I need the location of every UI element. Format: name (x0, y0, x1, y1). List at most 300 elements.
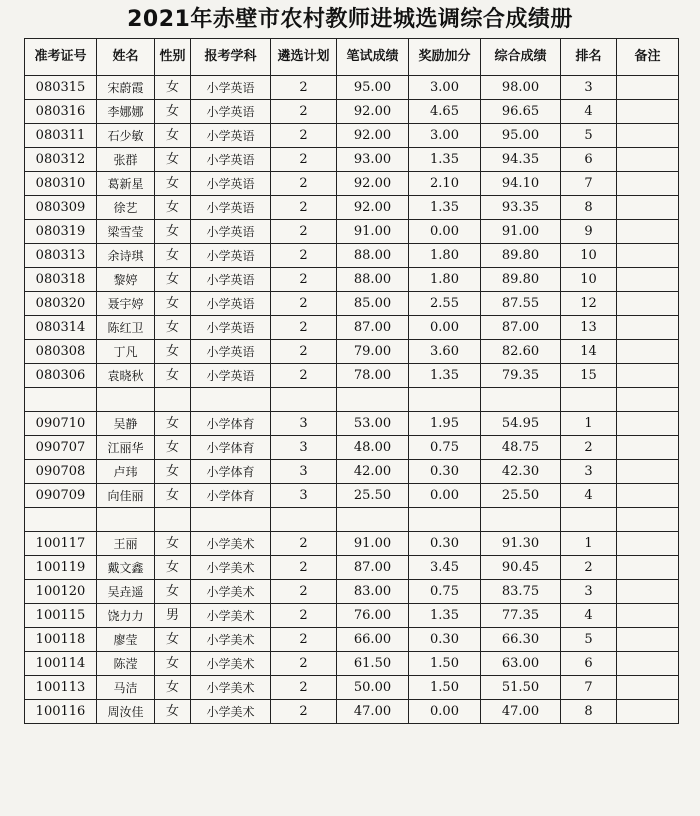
plan-cell: 2 (271, 316, 337, 340)
name-cell: 石少敏 (97, 124, 155, 148)
written-score-cell: 92.00 (337, 196, 409, 220)
bonus-cell: 1.50 (409, 652, 481, 676)
plan-cell: 2 (271, 268, 337, 292)
rank-cell: 5 (561, 124, 617, 148)
sex-cell: 女 (155, 268, 191, 292)
written-score-cell: 66.00 (337, 628, 409, 652)
table-row (25, 340, 679, 364)
table-row (25, 652, 679, 676)
table-row (25, 196, 679, 220)
rank-cell: 3 (561, 460, 617, 484)
plan-cell: 2 (271, 340, 337, 364)
exam-id-cell: 080312 (25, 148, 97, 172)
name-cell: 梁雪莹 (97, 220, 155, 244)
name-cell: 陈滢 (97, 652, 155, 676)
table-row (25, 412, 679, 436)
plan-cell: 2 (271, 604, 337, 628)
bonus-cell: 3.60 (409, 340, 481, 364)
name-cell: 江丽华 (97, 436, 155, 460)
sex-cell: 女 (155, 76, 191, 100)
rank-cell: 1 (561, 532, 617, 556)
rank-cell: 7 (561, 172, 617, 196)
plan-cell: 2 (271, 700, 337, 724)
empty-cell (561, 508, 617, 532)
empty-cell (481, 388, 561, 412)
plan-cell: 3 (271, 460, 337, 484)
sex-cell: 女 (155, 412, 191, 436)
exam-id-cell: 080310 (25, 172, 97, 196)
subject-cell: 小学英语 (191, 172, 271, 196)
table-body (25, 76, 679, 724)
table-row (25, 628, 679, 652)
exam-id-cell: 100117 (25, 532, 97, 556)
col-header-bonus: 奖励加分 (409, 39, 481, 76)
name-cell: 丁凡 (97, 340, 155, 364)
sex-cell: 女 (155, 628, 191, 652)
total-score-cell: 63.00 (481, 652, 561, 676)
plan-cell: 2 (271, 580, 337, 604)
total-score-cell: 42.30 (481, 460, 561, 484)
table-row (25, 172, 679, 196)
remarks-cell (617, 172, 679, 196)
exam-id-cell: 100115 (25, 604, 97, 628)
rank-cell: 4 (561, 484, 617, 508)
written-score-cell: 79.00 (337, 340, 409, 364)
name-cell: 向佳丽 (97, 484, 155, 508)
empty-cell (271, 508, 337, 532)
total-score-cell: 89.80 (481, 268, 561, 292)
table-row (25, 604, 679, 628)
bonus-cell: 2.10 (409, 172, 481, 196)
name-cell: 王丽 (97, 532, 155, 556)
remarks-cell (617, 364, 679, 388)
bonus-cell: 1.35 (409, 364, 481, 388)
plan-cell: 3 (271, 412, 337, 436)
written-score-cell: 88.00 (337, 268, 409, 292)
written-score-cell: 47.00 (337, 700, 409, 724)
subject-cell: 小学美术 (191, 532, 271, 556)
rank-cell: 6 (561, 652, 617, 676)
table-row (25, 700, 679, 724)
rank-cell: 2 (561, 556, 617, 580)
subject-cell: 小学美术 (191, 700, 271, 724)
plan-cell: 2 (271, 76, 337, 100)
rank-cell: 3 (561, 580, 617, 604)
plan-cell: 2 (271, 556, 337, 580)
sex-cell: 女 (155, 220, 191, 244)
remarks-cell (617, 316, 679, 340)
sex-cell: 男 (155, 604, 191, 628)
written-score-cell: 92.00 (337, 124, 409, 148)
name-cell: 吴静 (97, 412, 155, 436)
sex-cell: 女 (155, 460, 191, 484)
rank-cell: 8 (561, 196, 617, 220)
exam-id-cell: 080316 (25, 100, 97, 124)
exam-id-cell: 080315 (25, 76, 97, 100)
remarks-cell (617, 556, 679, 580)
total-score-cell: 83.75 (481, 580, 561, 604)
empty-cell (155, 388, 191, 412)
bonus-cell: 1.95 (409, 412, 481, 436)
rank-cell: 13 (561, 316, 617, 340)
rank-cell: 15 (561, 364, 617, 388)
exam-id-cell: 080314 (25, 316, 97, 340)
plan-cell: 2 (271, 676, 337, 700)
spacer-row (25, 508, 679, 532)
exam-id-cell: 080313 (25, 244, 97, 268)
empty-cell (97, 508, 155, 532)
name-cell: 张群 (97, 148, 155, 172)
total-score-cell: 96.65 (481, 100, 561, 124)
written-score-cell: 61.50 (337, 652, 409, 676)
table-row (25, 292, 679, 316)
grades-table (24, 38, 679, 724)
table-row (25, 76, 679, 100)
col-header-exam-id: 准考证号 (25, 39, 97, 76)
bonus-cell: 0.00 (409, 220, 481, 244)
col-header-plan: 遴选计划 (271, 39, 337, 76)
plan-cell: 2 (271, 196, 337, 220)
name-cell: 聂宇婷 (97, 292, 155, 316)
empty-cell (337, 508, 409, 532)
table-row (25, 532, 679, 556)
bonus-cell: 3.00 (409, 76, 481, 100)
bonus-cell: 3.45 (409, 556, 481, 580)
plan-cell: 2 (271, 124, 337, 148)
remarks-cell (617, 460, 679, 484)
exam-id-cell: 090707 (25, 436, 97, 460)
name-cell: 袁晓秋 (97, 364, 155, 388)
empty-cell (409, 508, 481, 532)
bonus-cell: 0.00 (409, 700, 481, 724)
bonus-cell: 1.35 (409, 604, 481, 628)
written-score-cell: 85.00 (337, 292, 409, 316)
exam-id-cell: 080311 (25, 124, 97, 148)
exam-id-cell: 080306 (25, 364, 97, 388)
table-row (25, 244, 679, 268)
subject-cell: 小学美术 (191, 628, 271, 652)
subject-cell: 小学英语 (191, 316, 271, 340)
total-score-cell: 91.00 (481, 220, 561, 244)
subject-cell: 小学英语 (191, 292, 271, 316)
exam-id-cell: 100118 (25, 628, 97, 652)
subject-cell: 小学英语 (191, 268, 271, 292)
empty-cell (561, 388, 617, 412)
exam-id-cell: 090708 (25, 460, 97, 484)
total-score-cell: 89.80 (481, 244, 561, 268)
col-header-remarks: 备注 (617, 39, 679, 76)
rank-cell: 10 (561, 244, 617, 268)
sex-cell: 女 (155, 580, 191, 604)
plan-cell: 2 (271, 628, 337, 652)
name-cell: 徐艺 (97, 196, 155, 220)
subject-cell: 小学英语 (191, 196, 271, 220)
remarks-cell (617, 532, 679, 556)
written-score-cell: 76.00 (337, 604, 409, 628)
plan-cell: 2 (271, 100, 337, 124)
bonus-cell: 0.30 (409, 532, 481, 556)
table-row (25, 100, 679, 124)
total-score-cell: 82.60 (481, 340, 561, 364)
total-score-cell: 98.00 (481, 76, 561, 100)
written-score-cell: 53.00 (337, 412, 409, 436)
total-score-cell: 95.00 (481, 124, 561, 148)
sex-cell: 女 (155, 292, 191, 316)
empty-cell (97, 388, 155, 412)
plan-cell: 3 (271, 484, 337, 508)
subject-cell: 小学英语 (191, 76, 271, 100)
total-score-cell: 90.45 (481, 556, 561, 580)
written-score-cell: 92.00 (337, 172, 409, 196)
remarks-cell (617, 484, 679, 508)
exam-id-cell: 080320 (25, 292, 97, 316)
remarks-cell (617, 436, 679, 460)
sex-cell: 女 (155, 364, 191, 388)
subject-cell: 小学英语 (191, 364, 271, 388)
total-score-cell: 94.10 (481, 172, 561, 196)
written-score-cell: 87.00 (337, 556, 409, 580)
bonus-cell: 0.75 (409, 580, 481, 604)
rank-cell: 6 (561, 148, 617, 172)
plan-cell: 2 (271, 364, 337, 388)
sex-cell: 女 (155, 340, 191, 364)
rank-cell: 10 (561, 268, 617, 292)
table-row (25, 148, 679, 172)
plan-cell: 2 (271, 220, 337, 244)
table-row (25, 580, 679, 604)
sex-cell: 女 (155, 124, 191, 148)
total-score-cell: 77.35 (481, 604, 561, 628)
written-score-cell: 92.00 (337, 100, 409, 124)
subject-cell: 小学体育 (191, 460, 271, 484)
empty-cell (481, 508, 561, 532)
name-cell: 吴垚遥 (97, 580, 155, 604)
total-score-cell: 87.55 (481, 292, 561, 316)
remarks-cell (617, 124, 679, 148)
table-header-row (25, 39, 679, 76)
subject-cell: 小学美术 (191, 580, 271, 604)
rank-cell: 2 (561, 436, 617, 460)
table-row (25, 268, 679, 292)
table-row (25, 484, 679, 508)
remarks-cell (617, 340, 679, 364)
table-row (25, 460, 679, 484)
spacer-row (25, 388, 679, 412)
total-score-cell: 94.35 (481, 148, 561, 172)
sex-cell: 女 (155, 148, 191, 172)
sex-cell: 女 (155, 196, 191, 220)
bonus-cell: 0.30 (409, 628, 481, 652)
subject-cell: 小学美术 (191, 676, 271, 700)
remarks-cell (617, 244, 679, 268)
rank-cell: 12 (561, 292, 617, 316)
bonus-cell: 0.75 (409, 436, 481, 460)
written-score-cell: 91.00 (337, 220, 409, 244)
subject-cell: 小学英语 (191, 124, 271, 148)
remarks-cell (617, 148, 679, 172)
empty-cell (271, 388, 337, 412)
table-row (25, 124, 679, 148)
rank-cell: 5 (561, 628, 617, 652)
table-row (25, 364, 679, 388)
subject-cell: 小学体育 (191, 484, 271, 508)
bonus-cell: 2.55 (409, 292, 481, 316)
name-cell: 葛新星 (97, 172, 155, 196)
sex-cell: 女 (155, 100, 191, 124)
exam-id-cell: 100116 (25, 700, 97, 724)
written-score-cell: 87.00 (337, 316, 409, 340)
bonus-cell: 1.80 (409, 244, 481, 268)
bonus-cell: 4.65 (409, 100, 481, 124)
total-score-cell: 54.95 (481, 412, 561, 436)
written-score-cell: 25.50 (337, 484, 409, 508)
sex-cell: 女 (155, 172, 191, 196)
name-cell: 李娜娜 (97, 100, 155, 124)
name-cell: 马洁 (97, 676, 155, 700)
exam-id-cell: 100119 (25, 556, 97, 580)
total-score-cell: 51.50 (481, 676, 561, 700)
total-score-cell: 87.00 (481, 316, 561, 340)
written-score-cell: 93.00 (337, 148, 409, 172)
total-score-cell: 25.50 (481, 484, 561, 508)
empty-cell (191, 388, 271, 412)
sex-cell: 女 (155, 556, 191, 580)
subject-cell: 小学英语 (191, 220, 271, 244)
exam-id-cell: 100114 (25, 652, 97, 676)
subject-cell: 小学美术 (191, 604, 271, 628)
document-title: 2021年赤壁市农村教师进城选调综合成绩册 (127, 7, 573, 32)
empty-cell (617, 388, 679, 412)
total-score-cell: 48.75 (481, 436, 561, 460)
col-header-subject: 报考学科 (191, 39, 271, 76)
name-cell: 周汝佳 (97, 700, 155, 724)
remarks-cell (617, 676, 679, 700)
remarks-cell (617, 700, 679, 724)
remarks-cell (617, 76, 679, 100)
col-header-rank: 排名 (561, 39, 617, 76)
remarks-cell (617, 292, 679, 316)
exam-id-cell: 080309 (25, 196, 97, 220)
name-cell: 陈红卫 (97, 316, 155, 340)
exam-id-cell: 090709 (25, 484, 97, 508)
rank-cell: 4 (561, 604, 617, 628)
name-cell: 卢玮 (97, 460, 155, 484)
total-score-cell: 93.35 (481, 196, 561, 220)
written-score-cell: 48.00 (337, 436, 409, 460)
plan-cell: 3 (271, 436, 337, 460)
rank-cell: 14 (561, 340, 617, 364)
table-row (25, 676, 679, 700)
empty-cell (617, 508, 679, 532)
plan-cell: 2 (271, 148, 337, 172)
written-score-cell: 88.00 (337, 244, 409, 268)
plan-cell: 2 (271, 652, 337, 676)
exam-id-cell: 100113 (25, 676, 97, 700)
plan-cell: 2 (271, 292, 337, 316)
written-score-cell: 42.00 (337, 460, 409, 484)
bonus-cell: 0.00 (409, 484, 481, 508)
rank-cell: 1 (561, 412, 617, 436)
exam-id-cell: 090710 (25, 412, 97, 436)
bonus-cell: 1.80 (409, 268, 481, 292)
exam-id-cell: 080318 (25, 268, 97, 292)
written-score-cell: 95.00 (337, 76, 409, 100)
empty-cell (25, 388, 97, 412)
written-score-cell: 50.00 (337, 676, 409, 700)
col-header-written-score: 笔试成绩 (337, 39, 409, 76)
bonus-cell: 1.35 (409, 196, 481, 220)
empty-cell (25, 508, 97, 532)
rank-cell: 4 (561, 100, 617, 124)
sex-cell: 女 (155, 316, 191, 340)
subject-cell: 小学美术 (191, 652, 271, 676)
exam-id-cell: 080319 (25, 220, 97, 244)
remarks-cell (617, 652, 679, 676)
table-row (25, 436, 679, 460)
total-score-cell: 47.00 (481, 700, 561, 724)
sex-cell: 女 (155, 244, 191, 268)
table-row (25, 316, 679, 340)
sex-cell: 女 (155, 532, 191, 556)
exam-id-cell: 100120 (25, 580, 97, 604)
remarks-cell (617, 220, 679, 244)
written-score-cell: 78.00 (337, 364, 409, 388)
rank-cell: 3 (561, 76, 617, 100)
empty-cell (191, 508, 271, 532)
sex-cell: 女 (155, 676, 191, 700)
name-cell: 饶力力 (97, 604, 155, 628)
name-cell: 廖莹 (97, 628, 155, 652)
subject-cell: 小学英语 (191, 244, 271, 268)
subject-cell: 小学英语 (191, 340, 271, 364)
subject-cell: 小学体育 (191, 436, 271, 460)
remarks-cell (617, 580, 679, 604)
subject-cell: 小学美术 (191, 556, 271, 580)
remarks-cell (617, 100, 679, 124)
subject-cell: 小学体育 (191, 412, 271, 436)
bonus-cell: 3.00 (409, 124, 481, 148)
col-header-sex: 性别 (155, 39, 191, 76)
sex-cell: 女 (155, 652, 191, 676)
bonus-cell: 1.50 (409, 676, 481, 700)
bonus-cell: 0.00 (409, 316, 481, 340)
subject-cell: 小学英语 (191, 100, 271, 124)
remarks-cell (617, 604, 679, 628)
empty-cell (409, 388, 481, 412)
name-cell: 黎婷 (97, 268, 155, 292)
remarks-cell (617, 412, 679, 436)
total-score-cell: 66.30 (481, 628, 561, 652)
rank-cell: 8 (561, 700, 617, 724)
total-score-cell: 79.35 (481, 364, 561, 388)
sex-cell: 女 (155, 700, 191, 724)
sex-cell: 女 (155, 484, 191, 508)
plan-cell: 2 (271, 172, 337, 196)
table-row (25, 220, 679, 244)
total-score-cell: 91.30 (481, 532, 561, 556)
rank-cell: 9 (561, 220, 617, 244)
rank-cell: 7 (561, 676, 617, 700)
name-cell: 戴文鑫 (97, 556, 155, 580)
subject-cell: 小学英语 (191, 148, 271, 172)
name-cell: 宋蔚霞 (97, 76, 155, 100)
col-header-total-score: 综合成绩 (481, 39, 561, 76)
remarks-cell (617, 196, 679, 220)
written-score-cell: 83.00 (337, 580, 409, 604)
exam-id-cell: 080308 (25, 340, 97, 364)
sex-cell: 女 (155, 436, 191, 460)
written-score-cell: 91.00 (337, 532, 409, 556)
